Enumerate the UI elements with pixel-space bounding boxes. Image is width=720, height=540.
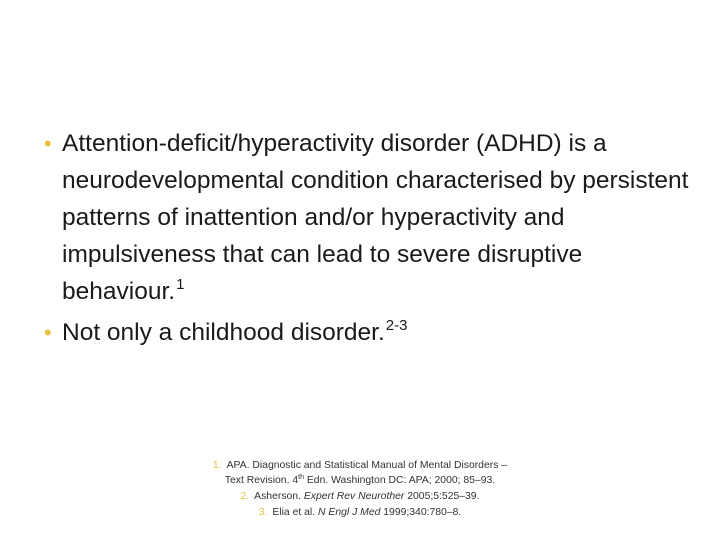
reference-detail: 1999;340:780–8.: [380, 506, 462, 518]
bullet-text: [62, 130, 689, 305]
citation-superscript: 1: [176, 276, 185, 293]
reference-number: 3.: [258, 506, 268, 518]
bullet-list: [44, 125, 704, 354]
bullet-text-body: Attention-deficit/hyperactivity disorder (ADHD) is a neurodevelopmental condition characterised by persistent patterns of inattention and/or hyperactivity and impulsiveness that can lead to severe disruptive behaviour.: [62, 130, 689, 305]
reference-detail: 2005;5:525–39.: [404, 491, 480, 503]
reference-journal: Expert Rev Neurother: [303, 491, 405, 503]
citation-superscript: 2-3: [385, 317, 408, 334]
reference-3: [180, 505, 540, 520]
bullet-dot-icon: •: [44, 320, 52, 345]
reference-author: Asherson.: [254, 491, 301, 503]
reference-text: APA. Diagnostic and Statistical Manual of Mental Disorders –: [226, 460, 508, 471]
reference-author: Elia et al.: [272, 506, 316, 518]
bullet-dot-icon: •: [44, 131, 52, 156]
reference-2: [180, 489, 540, 504]
bullet-item-adhd-definition: [44, 125, 704, 313]
reference-superscript: th: [298, 474, 304, 482]
reference-number: 1.: [212, 460, 222, 471]
reference-text: Edn. Washington DC: APA; 2000; 85–93.: [303, 475, 496, 487]
reference-1-line-1: [180, 458, 540, 473]
bullet-text: [62, 319, 407, 346]
bullet-text-body: Not only a childhood disorder.: [62, 319, 385, 346]
reference-1-line-2: [180, 473, 540, 489]
reference-number: 2.: [240, 491, 250, 503]
reference-text: Text Revision. 4: [224, 475, 299, 487]
references: [180, 458, 540, 520]
bullet-item-not-only-childhood: [44, 314, 704, 354]
reference-journal: N Engl J Med: [318, 506, 381, 518]
